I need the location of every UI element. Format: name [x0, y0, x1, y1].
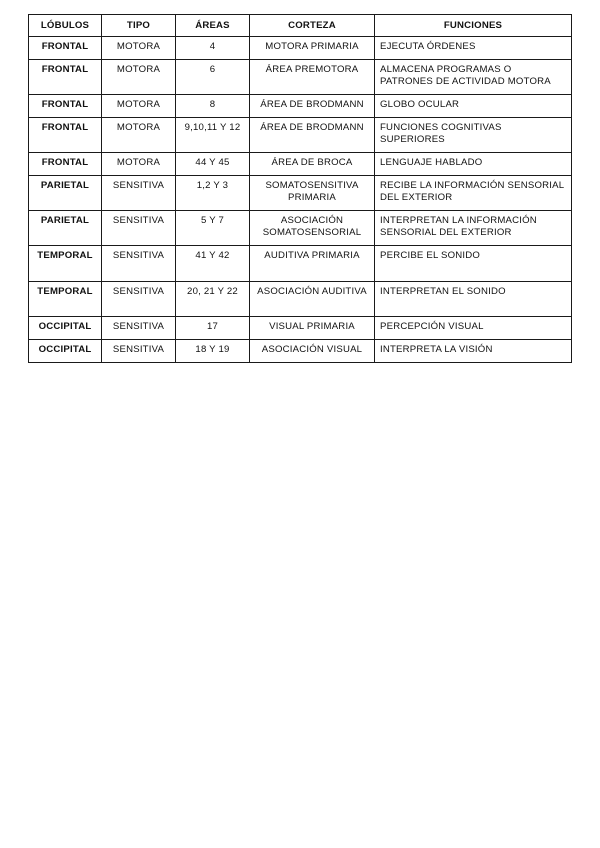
table-row [29, 60, 572, 95]
table-row [29, 176, 572, 211]
cell-areas: 44 Y 45 [176, 153, 250, 176]
table-row [29, 340, 572, 363]
table-row [29, 246, 572, 282]
cell-tipo: SENSITIVA [102, 176, 176, 211]
cell-lobulo: TEMPORAL [29, 246, 102, 282]
cell-areas: 18 Y 19 [176, 340, 250, 363]
cell-areas: 17 [176, 317, 250, 340]
cell-tipo: MOTORA [102, 95, 176, 118]
header-funciones: FUNCIONES [375, 15, 572, 37]
cell-lobulo: PARIETAL [29, 176, 102, 211]
cell-areas: 8 [176, 95, 250, 118]
cell-funciones: LENGUAJE HABLADO [375, 153, 572, 176]
cell-tipo: SENSITIVA [102, 211, 176, 246]
cell-tipo: SENSITIVA [102, 246, 176, 282]
table-row [29, 282, 572, 317]
cell-corteza: ÁREA DE BRODMANN [250, 118, 375, 153]
cell-corteza: ÁREA DE BRODMANN [250, 95, 375, 118]
cell-tipo: SENSITIVA [102, 282, 176, 317]
cell-lobulo: FRONTAL [29, 153, 102, 176]
cell-tipo: MOTORA [102, 60, 176, 95]
cell-funciones: GLOBO OCULAR [375, 95, 572, 118]
table-row [29, 153, 572, 176]
cell-tipo: SENSITIVA [102, 340, 176, 363]
cell-funciones: FUNCIONES COGNITIVAS SUPERIORES [375, 118, 572, 153]
cell-corteza: ASOCIACIÓN SOMATOSENSORIAL [250, 211, 375, 246]
header-corteza: CORTEZA [250, 15, 375, 37]
brain-lobes-table-container [28, 14, 571, 363]
cell-tipo: MOTORA [102, 153, 176, 176]
cell-funciones: INTERPRETAN EL SONIDO [375, 282, 572, 317]
cell-areas: 4 [176, 37, 250, 60]
table-row [29, 118, 572, 153]
cell-lobulo: PARIETAL [29, 211, 102, 246]
cell-funciones: INTERPRETA LA VISIÓN [375, 340, 572, 363]
cell-tipo: MOTORA [102, 37, 176, 60]
cell-corteza: ASOCIACIÓN AUDITIVA [250, 282, 375, 317]
table-row [29, 317, 572, 340]
cell-lobulo: FRONTAL [29, 37, 102, 60]
cell-corteza: SOMATOSENSITIVA PRIMARIA [250, 176, 375, 211]
cell-tipo: MOTORA [102, 118, 176, 153]
cell-funciones: INTERPRETAN LA INFORMACIÓN SENSORIAL DEL EXTERIOR [375, 211, 572, 246]
cell-corteza: AUDITIVA PRIMARIA [250, 246, 375, 282]
cell-lobulo: FRONTAL [29, 118, 102, 153]
cell-corteza: VISUAL PRIMARIA [250, 317, 375, 340]
cell-funciones: PERCIBE EL SONIDO [375, 246, 572, 282]
cell-lobulo: FRONTAL [29, 95, 102, 118]
brain-lobes-table [28, 14, 572, 363]
cell-areas: 6 [176, 60, 250, 95]
cell-lobulo: OCCIPITAL [29, 340, 102, 363]
cell-areas: 41 Y 42 [176, 246, 250, 282]
table-row [29, 211, 572, 246]
cell-funciones: EJECUTA ÓRDENES [375, 37, 572, 60]
table-row [29, 95, 572, 118]
cell-lobulo: OCCIPITAL [29, 317, 102, 340]
header-tipo: TIPO [102, 15, 176, 37]
cell-areas: 5 Y 7 [176, 211, 250, 246]
cell-lobulo: FRONTAL [29, 60, 102, 95]
cell-tipo: SENSITIVA [102, 317, 176, 340]
cell-areas: 20, 21 Y 22 [176, 282, 250, 317]
cell-areas: 1,2 Y 3 [176, 176, 250, 211]
cell-lobulo: TEMPORAL [29, 282, 102, 317]
table-header-row [29, 15, 572, 37]
cell-corteza: MOTORA PRIMARIA [250, 37, 375, 60]
header-areas: ÁREAS [176, 15, 250, 37]
cell-funciones: RECIBE LA INFORMACIÓN SENSORIAL DEL EXTERIOR [375, 176, 572, 211]
cell-corteza: ÁREA DE BROCA [250, 153, 375, 176]
cell-funciones: ALMACENA PROGRAMAS O PATRONES DE ACTIVIDAD MOTORA [375, 60, 572, 95]
cell-funciones: PERCEPCIÓN VISUAL [375, 317, 572, 340]
header-lobulos: LÓBULOS [29, 15, 102, 37]
cell-corteza: ASOCIACIÓN VISUAL [250, 340, 375, 363]
cell-corteza: ÁREA PREMOTORA [250, 60, 375, 95]
table-row [29, 37, 572, 60]
cell-areas: 9,10,11 Y 12 [176, 118, 250, 153]
